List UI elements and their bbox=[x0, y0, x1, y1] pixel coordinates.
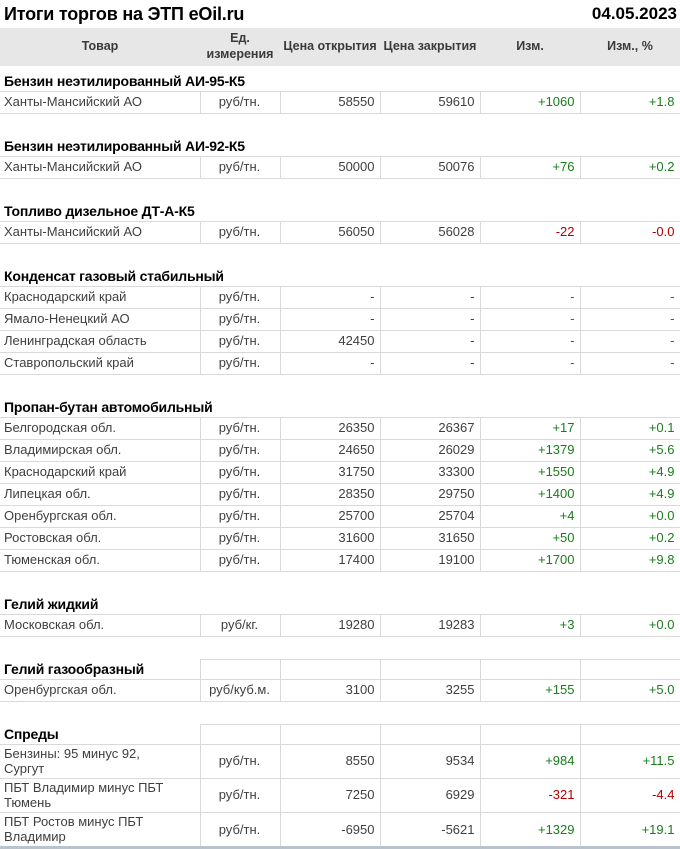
spacer-row bbox=[0, 571, 680, 594]
change-pct-cell: +5.6 bbox=[580, 439, 680, 461]
open-price-cell: 8550 bbox=[280, 744, 380, 778]
close-price-cell: 19100 bbox=[380, 549, 480, 571]
unit-cell: руб/тн. bbox=[200, 461, 280, 483]
table-row bbox=[0, 91, 680, 113]
section-header-row bbox=[0, 594, 680, 614]
table-row bbox=[0, 483, 680, 505]
spacer-row bbox=[0, 113, 680, 136]
section-header-empty-cell bbox=[580, 659, 680, 679]
unit-cell: руб/тн. bbox=[200, 527, 280, 549]
spacer-cell bbox=[0, 243, 680, 266]
open-price-cell: 50000 bbox=[280, 156, 380, 178]
product-cell: Бензины: 95 минус 92, Сургут bbox=[0, 744, 200, 778]
unit-cell: руб/тн. bbox=[200, 156, 280, 178]
change-pct-cell: - bbox=[580, 286, 680, 308]
table-row bbox=[0, 330, 680, 352]
table-row bbox=[0, 812, 680, 847]
change-cell: +1329 bbox=[480, 812, 580, 847]
product-cell: Ставропольский край bbox=[0, 352, 200, 374]
close-price-cell: 25704 bbox=[380, 505, 480, 527]
product-cell: Владимирская обл. bbox=[0, 439, 200, 461]
close-price-cell: 29750 bbox=[380, 483, 480, 505]
open-price-cell: 7250 bbox=[280, 778, 380, 812]
section-header-row bbox=[0, 724, 680, 744]
product-cell: Белгородская обл. bbox=[0, 417, 200, 439]
section-title: Пропан-бутан автомобильный bbox=[4, 398, 213, 415]
unit-cell: руб/тн. bbox=[200, 505, 280, 527]
unit-cell: руб/тн. bbox=[200, 812, 280, 847]
close-price-cell: - bbox=[380, 308, 480, 330]
section-header-empty-cell bbox=[580, 724, 680, 744]
change-pct-cell: +4.9 bbox=[580, 461, 680, 483]
column-header-close-price: Цена закрытия bbox=[380, 28, 480, 66]
change-pct-cell: +11.5 bbox=[580, 744, 680, 778]
section-header-row bbox=[0, 266, 680, 286]
change-cell: +50 bbox=[480, 527, 580, 549]
section-header-empty-cell bbox=[200, 724, 280, 744]
unit-cell: руб/тн. bbox=[200, 744, 280, 778]
change-cell: +4 bbox=[480, 505, 580, 527]
product-cell: Ростовская обл. bbox=[0, 527, 200, 549]
close-price-cell: 6929 bbox=[380, 778, 480, 812]
section-header-empty-cell bbox=[380, 659, 480, 679]
open-price-cell: 56050 bbox=[280, 221, 380, 243]
unit-cell: руб/тн. bbox=[200, 483, 280, 505]
change-cell: +1550 bbox=[480, 461, 580, 483]
change-pct-cell: +0.0 bbox=[580, 505, 680, 527]
change-pct-cell: - bbox=[580, 330, 680, 352]
section-title: Конденсат газовый стабильный bbox=[4, 267, 224, 284]
change-cell: +1700 bbox=[480, 549, 580, 571]
section-header-empty-cell bbox=[280, 724, 380, 744]
close-price-cell: - bbox=[380, 330, 480, 352]
unit-cell: руб/тн. bbox=[200, 330, 280, 352]
table-row bbox=[0, 461, 680, 483]
title-bar bbox=[0, 0, 680, 28]
spacer-row bbox=[0, 178, 680, 201]
open-price-cell: 19280 bbox=[280, 614, 380, 636]
change-cell: +984 bbox=[480, 744, 580, 778]
change-pct-cell: +4.9 bbox=[580, 483, 680, 505]
results-table bbox=[0, 28, 680, 849]
table-row bbox=[0, 308, 680, 330]
table-row bbox=[0, 286, 680, 308]
product-cell: Ханты-Мансийский АО bbox=[0, 156, 200, 178]
change-pct-cell: +1.8 bbox=[580, 91, 680, 113]
section-header-empty-cell bbox=[200, 659, 280, 679]
column-header-change-pct: Изм., % bbox=[580, 28, 680, 66]
unit-cell: руб/тн. bbox=[200, 417, 280, 439]
table-header bbox=[0, 28, 680, 66]
change-pct-cell: -0.0 bbox=[580, 221, 680, 243]
table-row bbox=[0, 417, 680, 439]
change-pct-cell: +5.0 bbox=[580, 679, 680, 701]
change-cell: +155 bbox=[480, 679, 580, 701]
change-pct-cell: +9.8 bbox=[580, 549, 680, 571]
unit-cell: руб/тн. bbox=[200, 308, 280, 330]
section-header-row bbox=[0, 397, 680, 417]
change-pct-cell: - bbox=[580, 308, 680, 330]
spacer-cell bbox=[0, 701, 680, 724]
open-price-cell: 25700 bbox=[280, 505, 380, 527]
change-cell: - bbox=[480, 286, 580, 308]
unit-cell: руб/тн. bbox=[200, 221, 280, 243]
product-cell: Оренбургская обл. bbox=[0, 505, 200, 527]
open-price-cell: 58550 bbox=[280, 91, 380, 113]
close-price-cell: -5621 bbox=[380, 812, 480, 847]
open-price-cell: 24650 bbox=[280, 439, 380, 461]
section-header-empty-cell bbox=[480, 724, 580, 744]
change-cell: - bbox=[480, 330, 580, 352]
close-price-cell: 56028 bbox=[380, 221, 480, 243]
open-price-cell: - bbox=[280, 352, 380, 374]
unit-cell: руб/куб.м. bbox=[200, 679, 280, 701]
change-pct-cell: +0.2 bbox=[580, 527, 680, 549]
open-price-cell: 26350 bbox=[280, 417, 380, 439]
unit-cell: руб/тн. bbox=[200, 549, 280, 571]
table-row bbox=[0, 221, 680, 243]
product-cell: ПБТ Ростов минус ПБТ Владимир bbox=[0, 812, 200, 847]
open-price-cell: 28350 bbox=[280, 483, 380, 505]
table-row bbox=[0, 614, 680, 636]
open-price-cell: -6950 bbox=[280, 812, 380, 847]
change-cell: -321 bbox=[480, 778, 580, 812]
section-header-row bbox=[0, 71, 680, 91]
table-body bbox=[0, 66, 680, 848]
table-row bbox=[0, 744, 680, 778]
close-price-cell: 33300 bbox=[380, 461, 480, 483]
open-price-cell: 31750 bbox=[280, 461, 380, 483]
table-row bbox=[0, 549, 680, 571]
section-title: Бензин неэтилированный АИ-95-К5 bbox=[4, 72, 245, 89]
change-cell: -22 bbox=[480, 221, 580, 243]
table-row bbox=[0, 439, 680, 461]
open-price-cell: - bbox=[280, 308, 380, 330]
section-header-row bbox=[0, 201, 680, 221]
spacer-row bbox=[0, 636, 680, 659]
product-cell: Липецкая обл. bbox=[0, 483, 200, 505]
change-cell: +1379 bbox=[480, 439, 580, 461]
table-row bbox=[0, 679, 680, 701]
change-cell: - bbox=[480, 352, 580, 374]
section-title: Гелий газообразный bbox=[0, 659, 200, 679]
section-header-empty-cell bbox=[480, 659, 580, 679]
product-cell: Краснодарский край bbox=[0, 286, 200, 308]
product-cell: Ханты-Мансийский АО bbox=[0, 221, 200, 243]
close-price-cell: - bbox=[380, 352, 480, 374]
spacer-row bbox=[0, 243, 680, 266]
open-price-cell: - bbox=[280, 286, 380, 308]
spacer-cell bbox=[0, 374, 680, 397]
open-price-cell: 31600 bbox=[280, 527, 380, 549]
close-price-cell: 26367 bbox=[380, 417, 480, 439]
unit-cell: руб/кг. bbox=[200, 614, 280, 636]
open-price-cell: 42450 bbox=[280, 330, 380, 352]
section-title: Топливо дизельное ДТ-А-К5 bbox=[4, 202, 195, 219]
close-price-cell: 59610 bbox=[380, 91, 480, 113]
change-cell: +1400 bbox=[480, 483, 580, 505]
change-pct-cell: - bbox=[580, 352, 680, 374]
close-price-cell: 9534 bbox=[380, 744, 480, 778]
open-price-cell: 17400 bbox=[280, 549, 380, 571]
spacer-cell bbox=[0, 636, 680, 659]
change-cell: +76 bbox=[480, 156, 580, 178]
unit-cell: руб/тн. bbox=[200, 91, 280, 113]
unit-cell: руб/тн. bbox=[200, 352, 280, 374]
spacer-cell bbox=[0, 178, 680, 201]
change-pct-cell: -4.4 bbox=[580, 778, 680, 812]
close-price-cell: 50076 bbox=[380, 156, 480, 178]
table-row bbox=[0, 156, 680, 178]
product-cell: Московская обл. bbox=[0, 614, 200, 636]
table-row bbox=[0, 505, 680, 527]
section-title: Гелий жидкий bbox=[4, 595, 99, 612]
section-header-row bbox=[0, 659, 680, 679]
unit-cell: руб/тн. bbox=[200, 286, 280, 308]
change-pct-cell: +0.0 bbox=[580, 614, 680, 636]
product-cell: Краснодарский край bbox=[0, 461, 200, 483]
close-price-cell: 3255 bbox=[380, 679, 480, 701]
product-cell: Оренбургская обл. bbox=[0, 679, 200, 701]
change-pct-cell: +0.1 bbox=[580, 417, 680, 439]
close-price-cell: - bbox=[380, 286, 480, 308]
close-price-cell: 19283 bbox=[380, 614, 480, 636]
product-cell: Ленинградская область bbox=[0, 330, 200, 352]
column-header-product: Товар bbox=[0, 28, 200, 66]
table-row bbox=[0, 527, 680, 549]
column-header-open-price: Цена открытия bbox=[280, 28, 380, 66]
change-cell: +17 bbox=[480, 417, 580, 439]
section-header-empty-cell bbox=[280, 659, 380, 679]
close-price-cell: 31650 bbox=[380, 527, 480, 549]
product-cell: Ямало-Ненецкий АО bbox=[0, 308, 200, 330]
section-title: Спреды bbox=[0, 724, 200, 744]
spacer-cell bbox=[0, 113, 680, 136]
section-header-row bbox=[0, 136, 680, 156]
spacer-row bbox=[0, 701, 680, 724]
section-title: Бензин неэтилированный АИ-92-К5 bbox=[4, 137, 245, 154]
column-header-change: Изм. bbox=[480, 28, 580, 66]
spacer-row bbox=[0, 374, 680, 397]
column-header-unit: Ед. измерения bbox=[200, 28, 280, 66]
product-cell: Тюменская обл. bbox=[0, 549, 200, 571]
change-pct-cell: +19.1 bbox=[580, 812, 680, 847]
spacer-cell bbox=[0, 571, 680, 594]
unit-cell: руб/тн. bbox=[200, 778, 280, 812]
close-price-cell: 26029 bbox=[380, 439, 480, 461]
change-pct-cell: +0.2 bbox=[580, 156, 680, 178]
open-price-cell: 3100 bbox=[280, 679, 380, 701]
product-cell: Ханты-Мансийский АО bbox=[0, 91, 200, 113]
table-row bbox=[0, 352, 680, 374]
report-date: 04.05.2023 bbox=[591, 4, 677, 23]
column-header-row bbox=[0, 28, 680, 66]
table-row bbox=[0, 778, 680, 812]
unit-cell: руб/тн. bbox=[200, 439, 280, 461]
page-title: Итоги торгов на ЭТП eOil.ru bbox=[4, 3, 245, 24]
change-cell: - bbox=[480, 308, 580, 330]
change-cell: +1060 bbox=[480, 91, 580, 113]
section-header-empty-cell bbox=[380, 724, 480, 744]
product-cell: ПБТ Владимир минус ПБТ Тюмень bbox=[0, 778, 200, 812]
change-cell: +3 bbox=[480, 614, 580, 636]
